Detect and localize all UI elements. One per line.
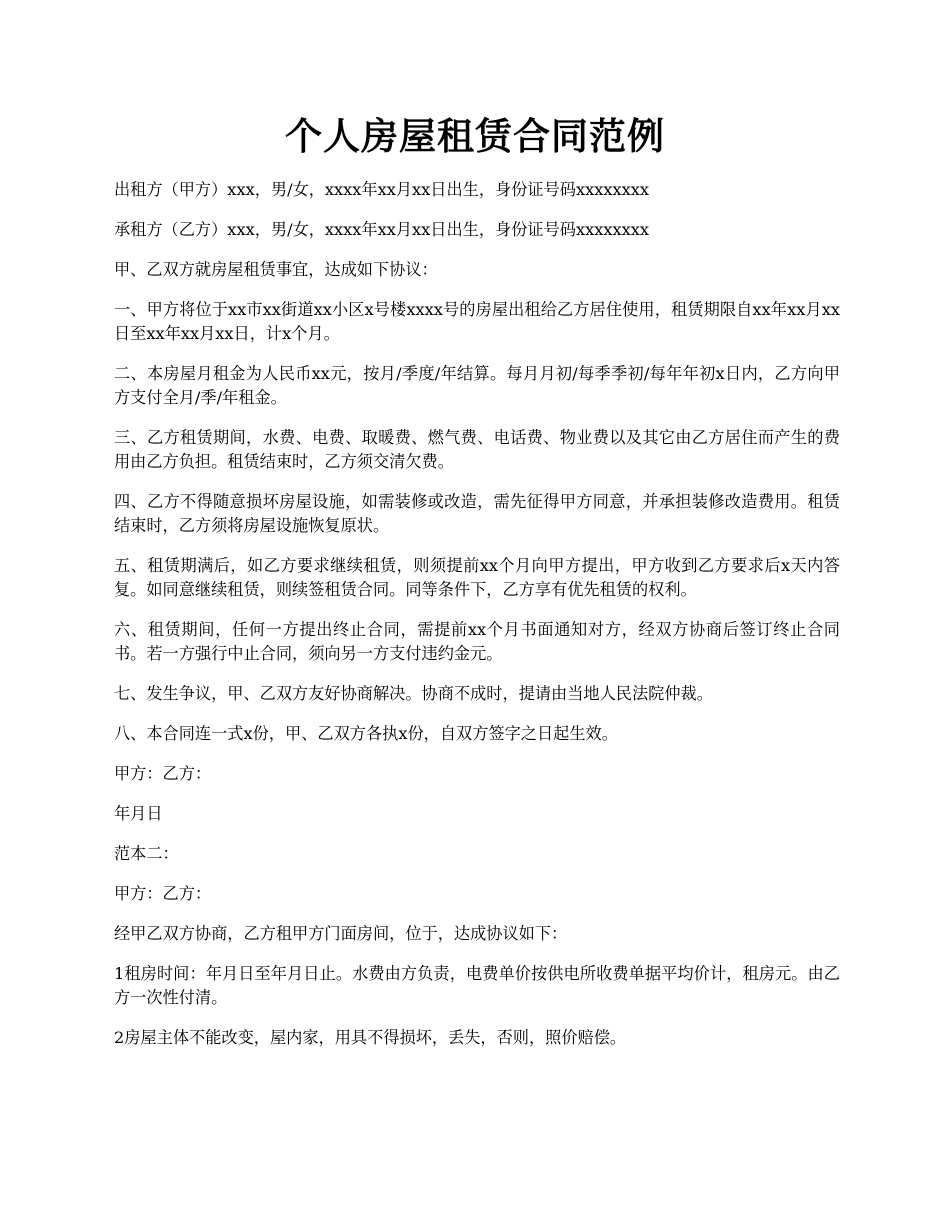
template-two-item-1: 1租房时间：年月日至年月日止。水费由方负责，电费单价按供电所收费单据平均价计，租房元。由乙方一次性付清。: [114, 964, 840, 1007]
clause-4: 四、乙方不得随意损坏房屋设施，如需装修或改造，需先征得甲方同意，并承担装修改造费用。租赁结束时，乙方须将房屋设施恢复原状。: [114, 492, 840, 535]
lessor-info: 出租方（甲方）xxx，男/女，xxxx年xx月xx日出生，身份证号码xxxxxxxx: [114, 180, 650, 199]
clause-1: 一、甲方将位于xx市xx街道xx小区x号楼xxxx号的房屋出租给乙方居住使用，租赁期限自xx年xx月xx日至xx年xx月xx日，计x个月。: [114, 300, 840, 343]
clause-6: 六、租赁期间，任何一方提出终止合同，需提前xx个月书面通知对方，经双方协商后签订终止合同书。若一方强行中止合同，须向另一方支付违约金元。: [114, 620, 840, 663]
template-two-parties: 甲方：乙方：: [114, 884, 212, 903]
clause-2: 二、本房屋月租金为人民币xx元，按月/季度/年结算。每月月初/每季季初/每年年初x日内，乙方向甲方支付全月/季/年租金。: [114, 364, 840, 407]
document-title: 个人房屋租赁合同范例: [285, 114, 665, 158]
clause-7: 七、发生争议，甲、乙双方友好协商解决。协商不成时，提请由当地人民法院仲裁。: [114, 684, 713, 703]
template-two-item-2: 2房屋主体不能改变，屋内家，用具不得损坏，丢失，否则，照价赔偿。: [114, 1028, 627, 1047]
template-two-heading: 范本二：: [114, 844, 179, 863]
signature-date: 年月日: [114, 804, 163, 823]
signature-parties: 甲方：乙方：: [114, 764, 212, 783]
clause-5: 五、租赁期满后，如乙方要求继续租赁，则须提前xx个月向甲方提出，甲方收到乙方要求后x天内答复。如同意继续租赁，则续签租赁合同。同等条件下，乙方享有优先租赁的权利。: [114, 556, 840, 599]
clause-8: 八、本合同连一式x份，甲、乙双方各执x份，自双方签字之日起生效。: [114, 724, 618, 743]
document-body: [114, 178, 840, 1066]
template-two-intro: 经甲乙双方协商，乙方租甲方门面房间，位于，达成协议如下：: [114, 924, 568, 943]
lessee-info: 承租方（乙方）xxx，男/女，xxxx年xx月xx日出生，身份证号码xxxxxxxx: [114, 220, 650, 239]
agreement-intro: 甲、乙双方就房屋租赁事宜，达成如下协议：: [114, 260, 438, 279]
clause-3: 三、乙方租赁期间，水费、电费、取暖费、燃气费、电话费、物业费以及其它由乙方居住而产生的费用由乙方负担。租赁结束时，乙方须交清欠费。: [114, 428, 840, 471]
